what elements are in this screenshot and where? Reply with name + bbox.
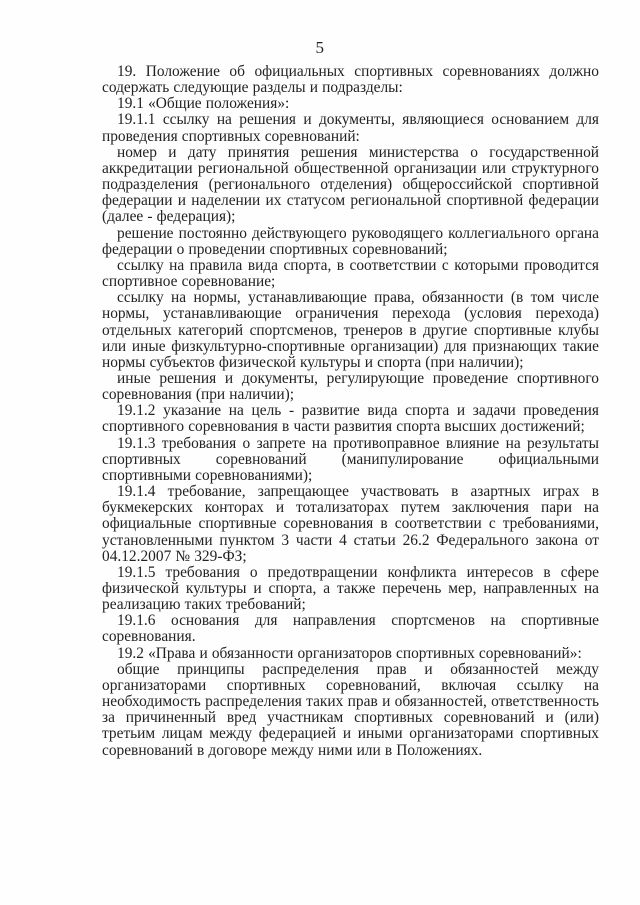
paragraph-rights-distribution: общие принципы распределения прав и обязанностей между организаторами спортивных соревнований, включая ссылку на необходимость распределения таких прав и обязанностей, ответственность за причиненный вред участникам спортивных соревнований и (или) третьим лицам между федерацией и иными организаторами спортивных соревнований в договоре между ними или в Положениях. xyxy=(102,660,599,759)
paragraph-sport-rules-reference: ссылку на правила вида спорта, в соответствии с которыми проводится спортивное соревнование; xyxy=(102,256,599,291)
paragraph-accreditation-decision: номер и дату принятия решения министерства о государственной аккредитации региональной общественной организации или структурного подразделения (регионального отделения) общероссийской спортивной федерации и наделении их статусом региональной спортивной федерации (далее - федерация); xyxy=(102,143,599,226)
section-19-1-5: 19.1.5 требования о предотвращении конфликта интересов в сфере физической культуры и спорта, а также перечень мер, направленных на реализацию таких требований; xyxy=(102,563,599,614)
section-19-1-2: 19.1.2 указание на цель - развитие вида спорта и задачи проведения спортивного соревнования в части развития спорта высших достижений; xyxy=(102,402,599,436)
section-19-1-6: 19.1.6 основания для направления спортсменов на спортивные соревнования. xyxy=(102,612,599,646)
section-19-1-1: 19.1.1 ссылку на решения и документы, являющиеся основанием для проведения спортивных соревнований: xyxy=(102,111,599,145)
section-19-1-3: 19.1.3 требования о запрете на противоправное влияние на результаты спортивных соревнований (манипулирование официальными спортивными соревнованиями); xyxy=(102,434,599,484)
paragraph-board-decision: решение постоянно действующего руководящего коллегиального органа федерации о проведении спортивных соревнований; xyxy=(102,224,599,258)
paragraph-norms-reference: ссылку на нормы, устанавливающие права, обязанности (в том числе нормы, устанавливающие ограничения перехода (условия перехода) отдельных категорий спортсменов, тренеров в другие спортивные клубы или иные физкультурно-спортивные организации) для признающих такие нормы субъектов физической культуры и спорта (при наличии); xyxy=(102,289,599,371)
section-19-1-heading: 19.1 «Общие положения»: xyxy=(117,95,290,113)
page-number: 5 xyxy=(315,38,325,57)
section-19-1-4: 19.1.4 требование, запрещающее участвовать в азартных играх в букмекерских конторах и тотализаторах путем заключения пари на официальные спортивные соревнования в соответствии с требованиями, установленными пунктом 3 части 4 статьи 26.2 Федерального закона от 04.12.2007 № 329-ФЗ; xyxy=(102,483,599,565)
paragraph-other-documents: иные решения и документы, регулирующие проведение спортивного соревнования (при наличии); xyxy=(102,369,599,404)
document-body xyxy=(102,64,599,759)
section-19-2-heading: 19.2 «Права и обязанности организаторов спортивных соревнований»: xyxy=(117,644,582,662)
section-19-intro: 19. Положение об официальных спортивных соревнованиях должно содержать следующие разделы и подразделы: xyxy=(102,63,599,97)
